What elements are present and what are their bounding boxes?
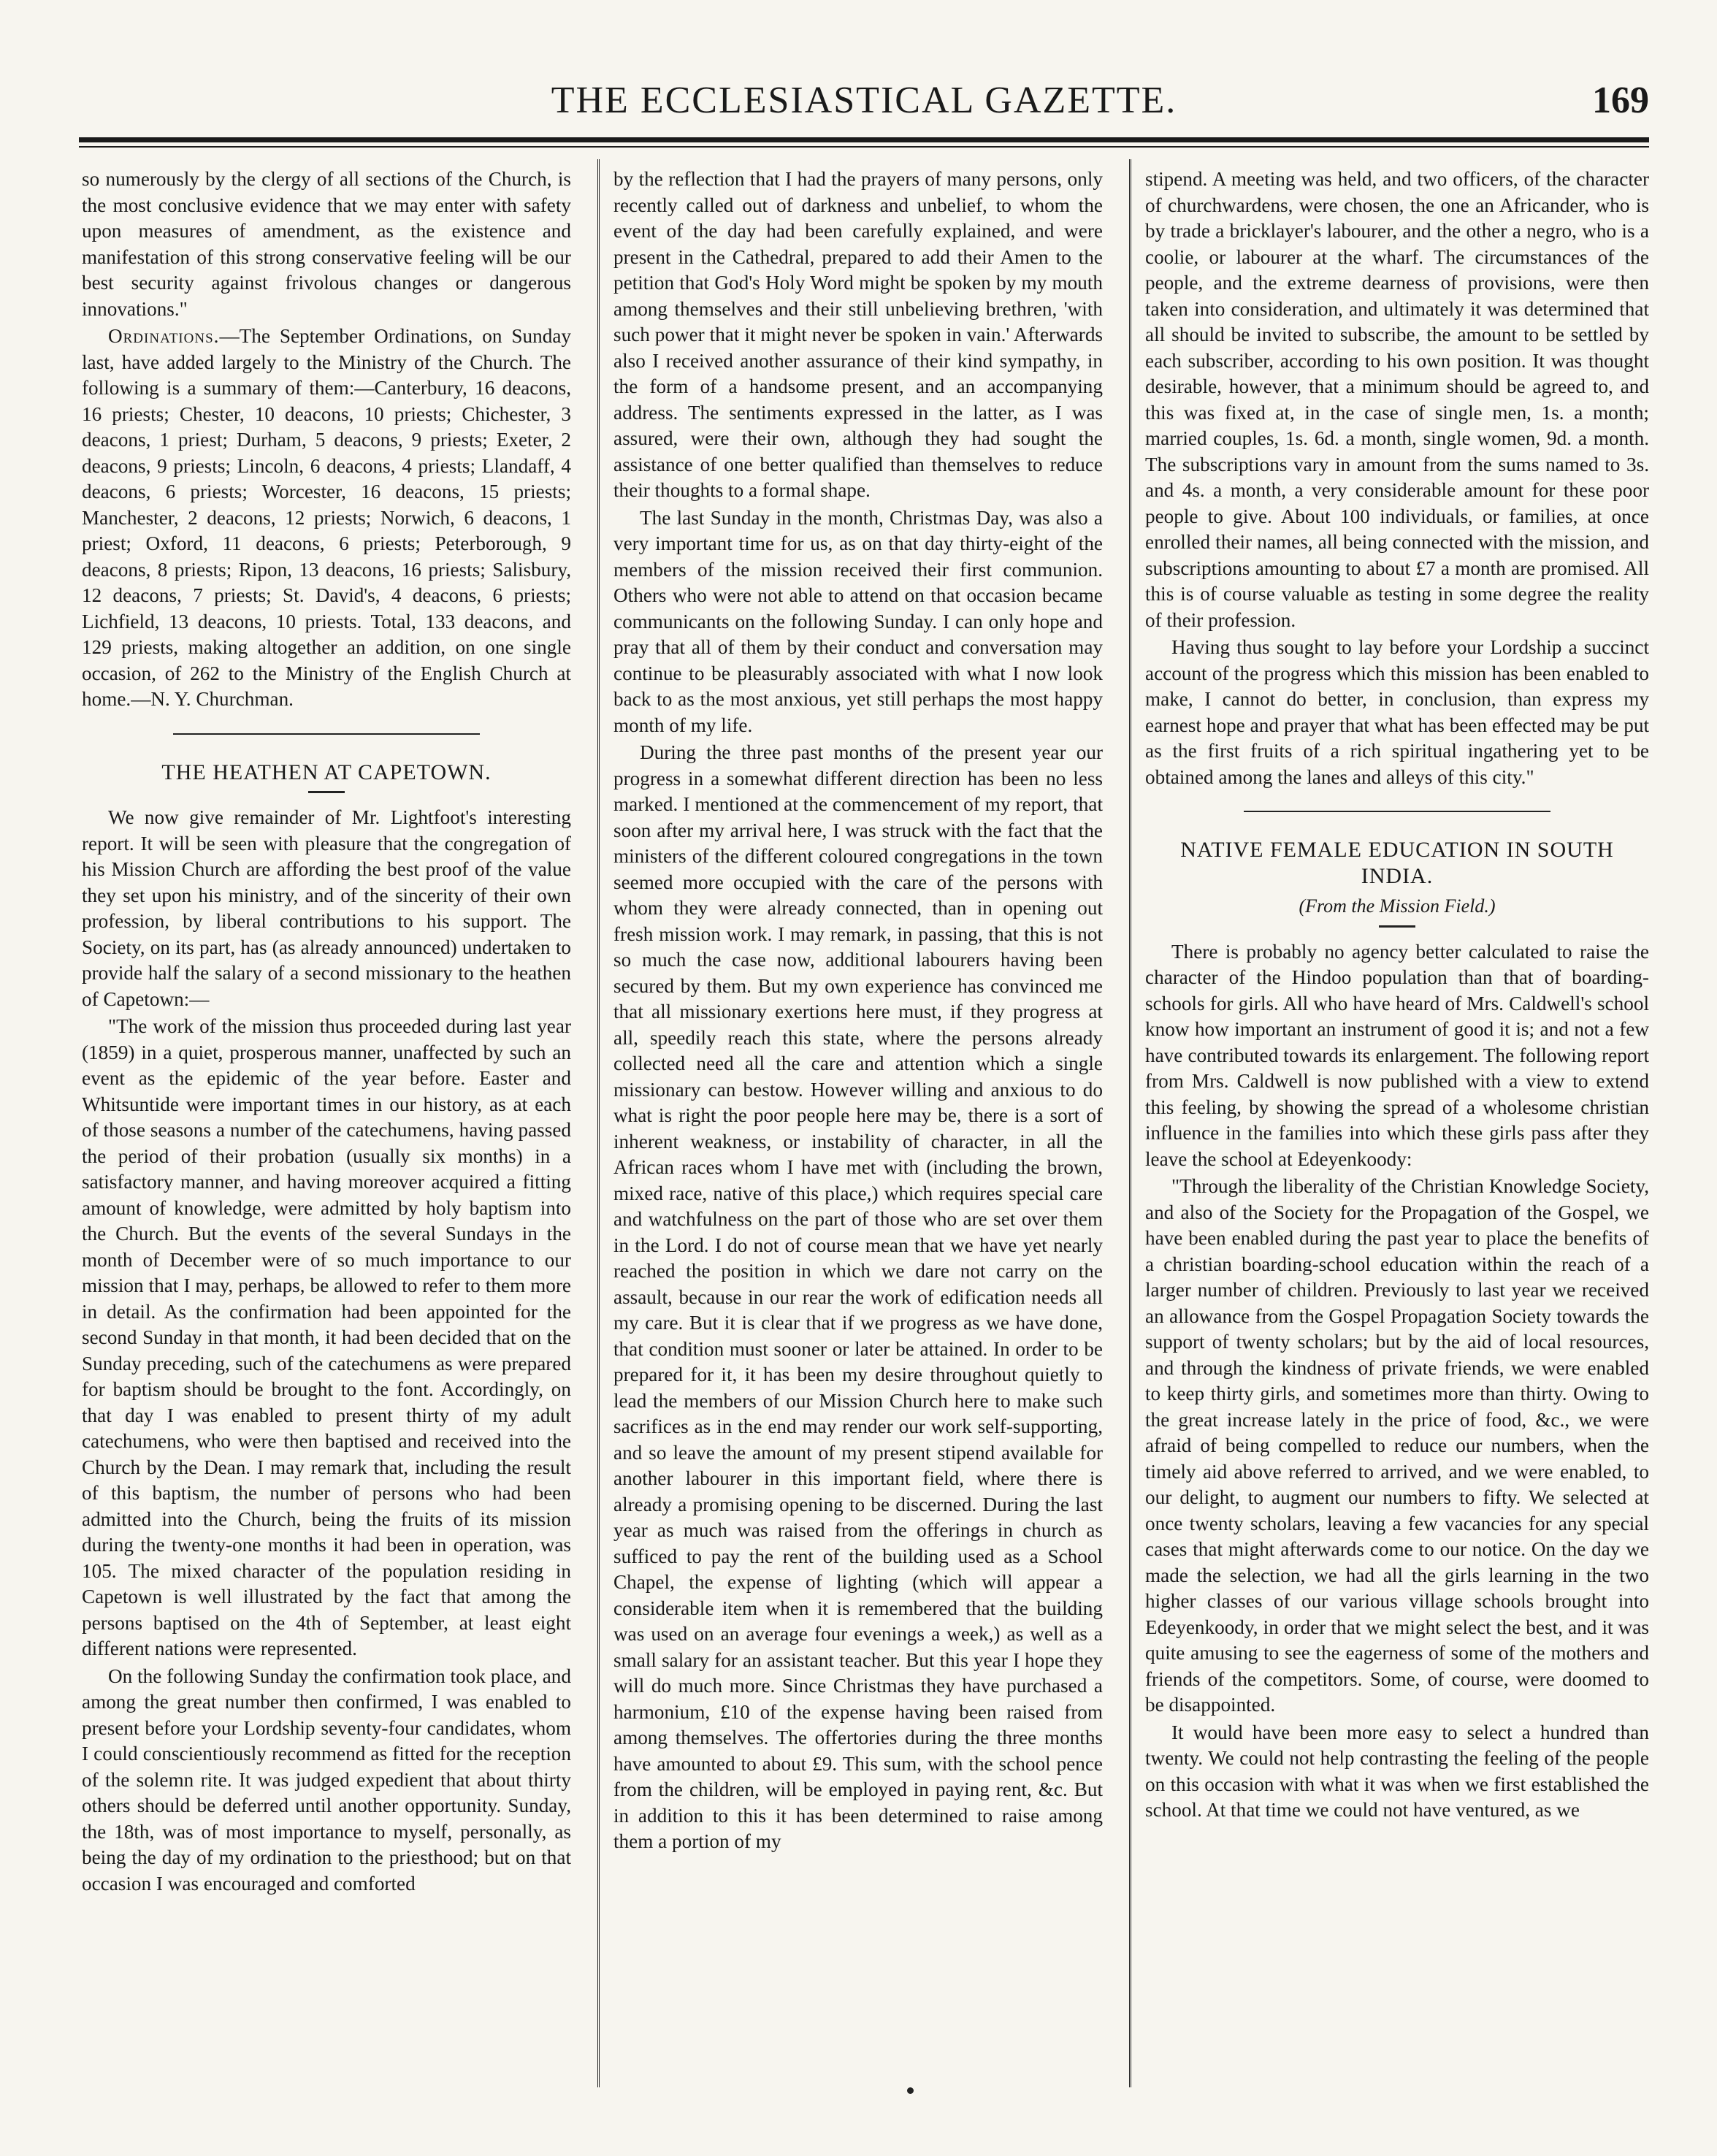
column-1 — [82, 167, 571, 2102]
source-mission-field: (From the Mission Field.) — [1299, 895, 1496, 917]
paragraph-ordinations — [82, 324, 571, 713]
paragraph-intro: so numerously by the clergy of all sections of the Church, is the most conclusive evidence that we may enter with safety upon measures of amendment, as the existence and manifestation of this strong conservative feeling will be our best security against frivolous changes or dangerous innovations." — [82, 168, 571, 320]
heading-native-female-education: NATIVE FEMALE EDUCATION IN SOUTH INDIA. — [1180, 838, 1614, 888]
paragraph-christmas: The last Sunday in the month, Christmas Day, was also a very important time for us, as on that day thirty-eight of the members of the mission received their first communion. Others who were not able to attend on that occasion became communicants on the following Sunday. I can only hope and pray that all of them by their conduct and conversation may continue to be pleasurably associated with what I now look back to as the most anxious, yet still perhaps the most happy month of my life. — [613, 506, 1103, 736]
ordinations-text: —The September Ordinations, on Sunday last, have added largely to the Ministry of the Church. The following is a summary of them:—Canterbury, 16 deacons, 16 priests; Chester, 10 deacons, 10 priests; Chichester, 3 deacons, 1 priest; Durham, 5 deacons, 9 priests; Exeter, 2 deacons, 9 priests; Lincoln, 6 deacons, 4 priests; Llandaff, 4 deacons, 6 priests; Worcester, 16 deacons, 15 priests; Manchester, 2 deacons, 12 priests; Norwich, 6 deacons, 1 priest; Oxford, 11 deacons, 6 priests; Peterborough, 9 deacons, 8 priests; Ripon, 13 deacons, 16 priests; Salisbury, 12 deacons, 7 priests; St. David's, 4 deacons, 6 priests; Lichfield, 13 deacons, 10 priests. Total, 133 deacons, and 129 priests, making altogether an addition, on one single occasion, of 262 to the Ministry of the English Church at home.—N. Y. Churchman. — [82, 325, 571, 710]
paragraph-three-months: During the three past months of the present year our progress in a somewhat different direction has been no less marked. I mentioned at the commencement of my report, that soon after my arrival here, I was struck with the fact that the ministers of the different coloured congregations in the town seemed more occupied with the care of the persons with whom they were already connected, than in opening out fresh mission work. I may remark, in passing, that this is not so much the case now, additional labourers having been secured by them. But my own experience has convinced me that all missionary exertions here must, if they progress at all, speedily reach this state, where the persons already collected need all the care and attention which a single missionary can bestow. However willing and anxious to do what is right the poor people here may be, there is a sort of inherent weakness, or instability of character, in all the African races whom I have met with (including the brown, mixed race, native of this place,) which requires special care and watchfulness on the part of those who are set over them in the Lord. I do not of course mean that we have yet nearly reached the position in which we dare not carry on the assault, because in our rear the work of edification needs all my care. But it is clear that if we progress as we have done, that condition must sooner or later be attained. In order to be prepared for it, it has been my desire throughout quietly to lead the members of our Mission Church here to make such sacrifices as in the end may render our work self-supporting, and so leave the amount of my present stipend available for another labourer in this important field, where there is already a promising opening to be discerned. During the last year as much was raised from the offerings in church as sufficed to pay the rent of the building used as a School Chapel, the expense of lighting (which will appear a considerable item when it is remembered that the building was used on an average four evenings a week,) as well as a small salary for an assistant teacher. But this year I hope they will do much more. Since Christmas they have purchased a harmonium, £10 of the expense having been raised from among themselves. The offertories during the three months have amounted to about £9. This sum, with the school pence from the children, will be employed in paying rent, &c. But in addition to this it has been determined to raise among them a portion of my — [613, 741, 1103, 1852]
header-rule-thin — [79, 146, 1649, 148]
column-3 — [1145, 167, 1649, 2102]
column-2 — [613, 167, 1103, 2102]
paragraph-conclusion: Having thus sought to lay before your Lordship a succinct account of the progress which this mission has been enabled to make, I cannot do better, in conclusion, than express my earnest hope and prayer that what has been effected may be put as the first fruits of a rich spiritual ingathering yet to be obtained among the lanes and alleys of this city." — [1145, 636, 1649, 788]
section-divider-2 — [1244, 811, 1550, 812]
paragraph-stipend: stipend. A meeting was held, and two officers, of the character of churchwardens, were chosen, the one an Africander, who is by trade a bricklayer's labourer, and the other a negro, who is a coolie, or labourer at the wharf. The circumstances of the people, and the extreme dearness of provisions, were then taken into consideration, and ultimately it was determined that all should be invited to subscribe, the amount to be settled by each subscriber, according to his own position. It was thought desirable, however, that a minimum should be agreed to, and this was fixed at, in the case of single men, 1s. a month; married couples, 1s. 6d. a month, single women, 9d. a month. The subscriptions vary in amount from the sums named to 3s. and 4s. a month, a very considerable amount for these poor people to give. About 100 individuals, or families, at once enrolled their names, all being connected with the mission, and subscriptions amounting to about £7 a month are promised. All this is of course valuable as testing in some degree the reality of their profession. — [1145, 168, 1649, 631]
section-divider — [173, 733, 480, 735]
paragraph-confirmation: On the following Sunday the confirmation took place, and among the great number then confirmed, I was enabled to present before your Lordship seventy-four candidates, whom I could conscientiously recommend as fitted for the reception of the solemn rite. It was judged expedient that about thirty others should be deferred until another opportunity. Sunday, the 18th, was of most importance to myself, personally, as being the day of my ordination to the priesthood; but on that occasion I was encouraged and comforted — [82, 1664, 571, 1895]
ordinations-label: Ordinations. — [108, 325, 220, 347]
paragraph-reflection: by the reflection that I had the prayers of many persons, only recently called out of darkness and unbelief, to whom the event of the day had been carefully explained, and were present in the Cathedral, prepared to add their Amen to the petition that God's Holy Word might be spoken by my mouth among themselves and their still unbelieving brethren, 'with such power that it might never be spoken in vain.' Afterwards also I received another assurance of their kind sympathy, in the form of a handsome present, and an accompanying address. The sentiments expressed in the latter, as I was assured, were their own, although they had sought the assistance of one better qualified than themselves to reduce their thoughts to a formal shape. — [613, 168, 1103, 501]
page-number: 169 — [1592, 80, 1649, 121]
heading-dash — [308, 791, 345, 793]
paragraph-liberality: "Through the liberality of the Christian Knowledge Society, and also of the Society for the Propagation of the Gospel, we have been enabled during the past year to place the benefits of a christian boarding-school education within the reach of a larger number of children. Previously to last year we received an allowance from the Gospel Propagation Society towards the support of twenty scholars; but by the aid of local resources, and through the kindness of private friends, we were enabled to keep thirty girls, and sometimes more than thirty. Owing to the great increase lately in the price of food, &c., we were afraid of being compelled to reduce our numbers, when the timely aid above referred to arrived, and we were enabled, to our delight, to augment our numbers to fifty. We selected at once twenty scholars, leaving a few vacancies for any special cases that might afterwards come to our notice. On the day we made the selection, we had all the girls learning in the two higher classes of our various village schools brought into Edeyenkoody, in order that we might select the best, and it was quite amusing to see the eagerness of some of the mothers and friends of the competitors. Some, of course, were doomed to be disappointed. — [1145, 1175, 1649, 1716]
header-rule-thick — [79, 137, 1649, 142]
paragraph-capetown-intro: We now give remainder of Mr. Lightfoot's interesting report. It will be seen with pleasure that the congregation of his Mission Church are affording the best proof of the value they set upon his ministry, and of the sincerity of their own profession, by liberal contributions to his support. The Society, on its part, has (as already announced) undertaken to provide half the salary of a second missionary to the heathen of Capetown:— — [82, 806, 571, 1010]
heading-heathen-capetown: THE HEATHEN AT CAPETOWN. — [161, 760, 492, 784]
column-separator-1 — [597, 159, 600, 2087]
page-header — [79, 73, 1649, 139]
paragraph-mission-work: "The work of the mission thus proceeded during last year (1859) in a quiet, prosperous manner, unaffected by such an event as the epidemic of the year before. Easter and Whitsuntide were important times in our history, as at each of those seasons a number of the catechumens, having passed the period of their probation (usually six months) in a satisfactory manner, and having moreover acquired a fitting amount of knowledge, were admitted by holy baptism into the Church. But the events of the several Sundays in the month of December were of so much importance to our mission that I may, perhaps, be allowed to refer to them more in detail. As the confirmation had been appointed for the second Sunday in that month, it had been decided that on the Sunday preceding, such of the catechumens as were prepared for baptism should be brought to the font. Accordingly, on that day I was enabled to present thirty of my adult catechumens, who were then baptised and received into the Church by the Dean. I may remark that, including the result of this baptism, the number of persons who had been admitted into the Church, being the fruits of its mission during the twenty-one months it had been in operation, was 105. The mixed character of the population residing in Capetown is well illustrated by the fact that among the persons baptised on the 4th of September, at least eight different nations were represented. — [82, 1015, 571, 1659]
footer-dot — [907, 2087, 914, 2094]
column-separator-2 — [1129, 159, 1131, 2087]
newspaper-title: THE ECCLESIASTICAL GAZETTE. — [551, 80, 1177, 121]
paragraph-agency: There is probably no agency better calculated to raise the character of the Hindoo population than that of boarding-schools for girls. All who have heard of Mrs. Caldwell's school know how important an instrument of good it is; and not a few have contributed towards its enlargement. The following report from Mrs. Caldwell is now published with a view to extend this feeling, by showing the spread of a wholesome christian influence in the families into which these girls pass after they leave the school at Edeyenkoody: — [1145, 940, 1649, 1170]
paragraph-easier: It would have been more easy to select a hundred than twenty. We could not help contrasting the feeling of the people on this occasion with what it was when we first established the school. At that time we could not have ventured, as we — [1145, 1721, 1649, 1821]
heading-dash-2 — [1379, 925, 1415, 928]
